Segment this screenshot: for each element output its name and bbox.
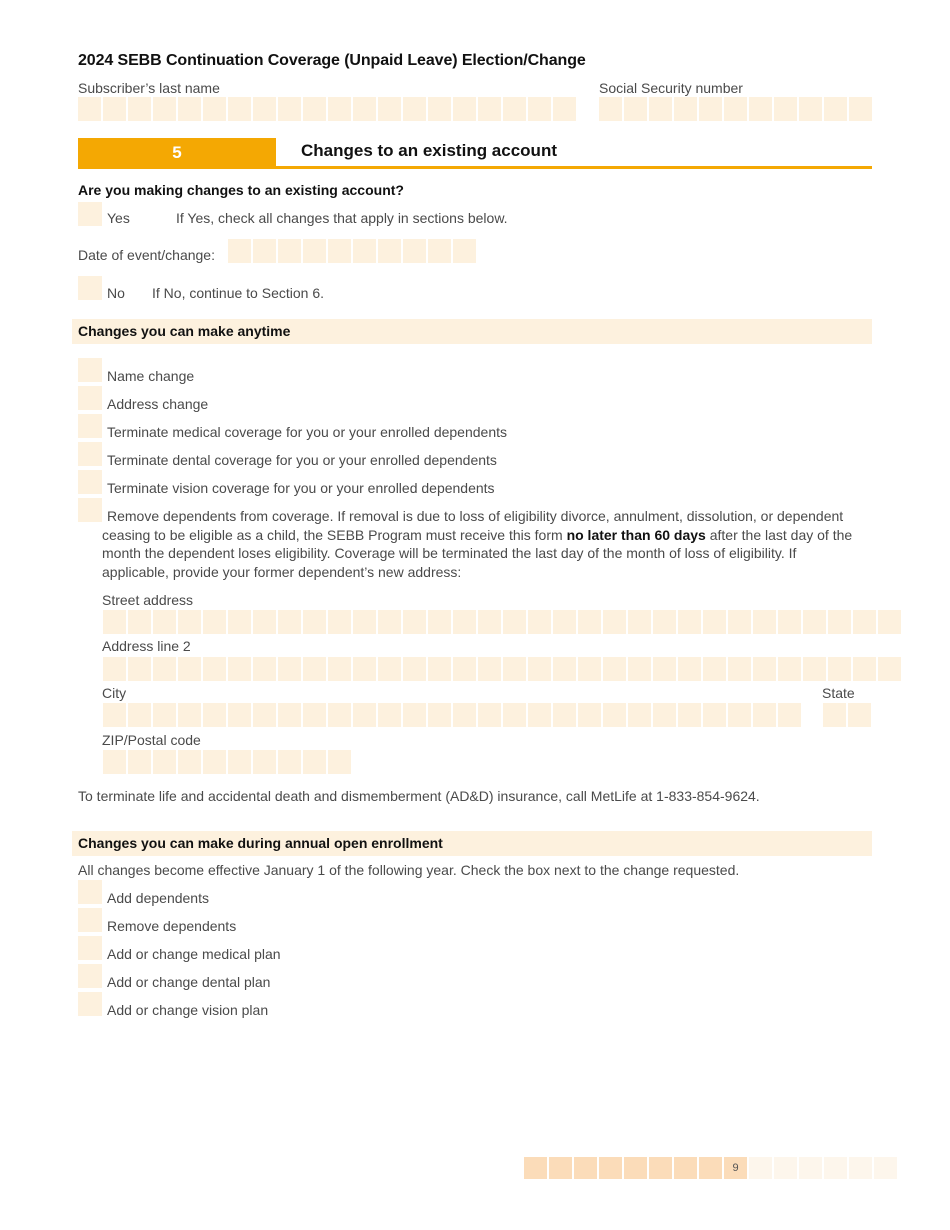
no-note: If No, continue to Section 6. (152, 285, 324, 301)
section-number: 5 (78, 138, 276, 167)
remove-text-part1: Remove dependents from coverage. If removal is due to loss of eligibility divorce, annulment, dissolution, or dependent ceasing to be eligible as a child, the SEBB Program must receive this form (102, 508, 844, 543)
terminate-dental-checkbox[interactable] (78, 442, 102, 466)
zip-field[interactable] (103, 750, 351, 774)
ssn-field[interactable] (599, 97, 872, 121)
open-enrollment-intro: All changes become effective January 1 of the following year. Check the box next to the change requested. (78, 862, 740, 878)
change-dental-label: Add or change dental plan (107, 974, 271, 990)
yes-note: If Yes, check all changes that apply in sections below. (176, 210, 508, 226)
change-vision-label: Add or change vision plan (107, 1002, 269, 1018)
change-vision-checkbox[interactable] (78, 992, 102, 1016)
yes-checkbox[interactable] (78, 202, 102, 226)
terminate-vision-label: Terminate vision coverage for you or your enrolled dependents (107, 480, 495, 496)
remove-dependents-text (102, 507, 862, 581)
yes-label: Yes (107, 210, 130, 226)
open-enrollment-heading: Changes you can make during annual open enrollment (78, 835, 443, 851)
existing-account-question: Are you making changes to an existing account? (78, 182, 404, 198)
change-medical-checkbox[interactable] (78, 936, 102, 960)
city-label: City (102, 685, 127, 701)
remove-dependents-oe-label: Remove dependents (107, 918, 237, 934)
remove-text-part2: after the last day of the month the dependent loses eligibility. Coverage will be terminated the last day of the month of loss of eligibility. If applicable, provide your former dependent’s new address: (102, 526, 853, 580)
zip-label: ZIP/Postal code (102, 732, 201, 748)
address-line2-field[interactable] (103, 657, 901, 681)
anytime-heading: Changes you can make anytime (78, 323, 291, 339)
page-number: 9 (724, 1157, 747, 1179)
no-checkbox[interactable] (78, 276, 102, 300)
terminate-medical-checkbox[interactable] (78, 414, 102, 438)
life-insurance-note: To terminate life and accidental death and dismemberment (AD&D) insurance, call MetLife at 1-833-854-9624. (78, 788, 760, 804)
section-title: Changes to an existing account (301, 141, 557, 160)
city-field[interactable] (103, 703, 801, 727)
terminate-vision-checkbox[interactable] (78, 470, 102, 494)
state-label: State (822, 685, 855, 701)
address-change-checkbox[interactable] (78, 386, 102, 410)
terminate-medical-label: Terminate medical coverage for you or your enrolled dependents (107, 424, 508, 440)
name-change-label: Name change (107, 368, 195, 384)
last-name-field[interactable] (78, 97, 576, 121)
terminate-dental-label: Terminate dental coverage for you or your enrolled dependents (107, 452, 497, 468)
section-rule (78, 166, 872, 169)
street-address-field[interactable] (103, 610, 901, 634)
change-medical-label: Add or change medical plan (107, 946, 281, 962)
street-address-label: Street address (102, 592, 194, 608)
date-label: Date of event/change: (78, 247, 215, 263)
date-field[interactable] (228, 239, 476, 263)
add-dependents-checkbox[interactable] (78, 880, 102, 904)
section-header (78, 138, 872, 169)
name-change-checkbox[interactable] (78, 358, 102, 382)
anytime-heading-band (72, 319, 872, 344)
ssn-label: Social Security number (599, 80, 743, 96)
form-title: 2024 SEBB Continuation Coverage (Unpaid Leave) Election/Change (78, 52, 586, 69)
state-field[interactable] (823, 703, 871, 727)
address-line2-label: Address line 2 (102, 638, 191, 654)
last-name-label: Subscriber’s last name (78, 80, 220, 96)
remove-deadline: no later than 60 days (566, 526, 706, 543)
add-dependents-label: Add dependents (107, 890, 209, 906)
address-change-label: Address change (107, 396, 209, 412)
remove-dependents-checkbox[interactable] (78, 498, 102, 522)
change-dental-checkbox[interactable] (78, 964, 102, 988)
remove-dependents-oe-checkbox[interactable] (78, 908, 102, 932)
page-indicator (524, 1157, 899, 1179)
no-label: No (107, 285, 125, 301)
open-enrollment-heading-band (72, 831, 872, 856)
